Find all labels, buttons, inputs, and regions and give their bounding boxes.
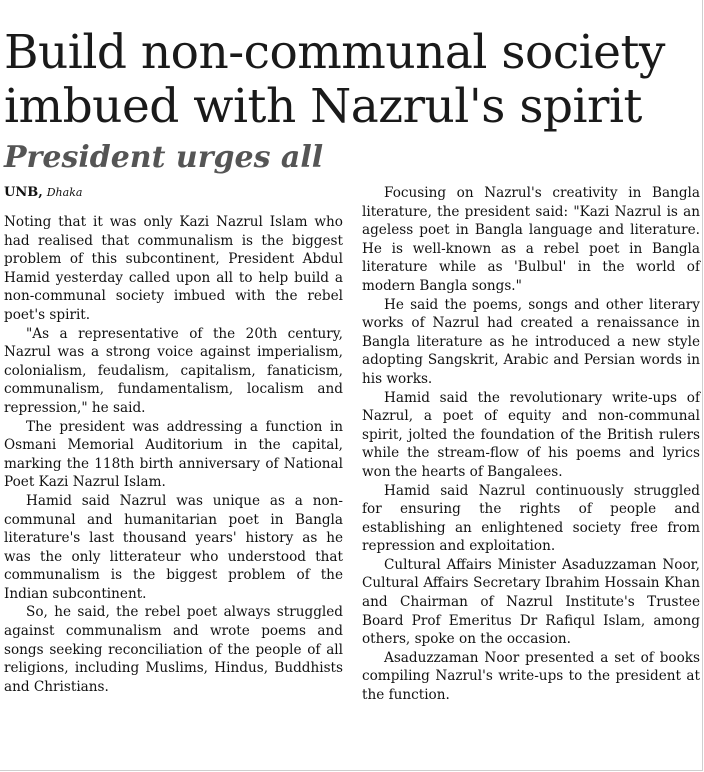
article-column-right [362, 184, 700, 705]
subheadline: President urges all [4, 140, 324, 175]
byline-agency: UNB, [4, 185, 43, 200]
article-paragraph: Asaduzzaman Noor presented a set of books compiling Nazrul's write-ups to the president at the function. [362, 649, 700, 704]
article-paragraph: Hamid said Nazrul was unique as a non-communal and humanitarian poet in Bangla literature's last thousand years' history as he was the only litterateur who understood that communalism is the biggest problem of the Indian subcontinent. [4, 492, 343, 602]
byline-location: Dhaka [46, 186, 83, 199]
article-paragraph: The president was addressing a function in Osmani Memorial Auditorium in the capital, marking the 118th birth anniversary of National Poet Kazi Nazrul Islam. [4, 418, 343, 491]
byline [4, 184, 343, 201]
article-paragraph: So, he said, the rebel poet always struggled against communalism and wrote poems and songs seeking reconciliation of the people of all religions, including Muslims, Hindus, Buddhists and Christians. [4, 604, 343, 695]
article-paragraph: Hamid said the revolutionary write-ups of Nazrul, a poet of equity and non-communal spirit, jolted the foundation of the British rulers while the stream-flow of his poems and lyrics won the hearts of Bangalees. [362, 389, 700, 480]
article-paragraph: Focusing on Nazrul's creativity in Bangla literature, the president said: "Kazi Nazrul is an ageless poet in Bangla language and literature. He is well-known as a rebel poet in Bangla literature while as 'Bulbul' in the world of modern Bangla songs." [362, 185, 700, 294]
article-paragraph: Hamid said Nazrul continuously struggled for ensuring the rights of people and establishing an enlightened society free from repression and exploitation. [362, 482, 700, 555]
article-paragraph: "As a representative of the 20th century, Nazrul was a strong voice against imperialism, colonialism, feudalism, capitalism, fanaticism, communalism, fundamentalism, localism and repression," he said. [4, 325, 343, 416]
article-paragraph: Noting that it was only Kazi Nazrul Islam who had realised that communalism is the biggest problem of this subcontinent, President Abdul Hamid yesterday called upon all to help build a non-communal society imbued with the rebel poet's spirit. [4, 214, 343, 323]
headline [4, 26, 702, 134]
headline-line-2: imbued with Nazrul's spirit [4, 79, 642, 134]
headline-line-1: Build non-communal society [4, 25, 665, 80]
article-paragraph: He said the poems, songs and other literary works of Nazrul had created a renaissance in Bangla literature as he introduced a new style adopting Sangskrit, Arabic and Persian words in his works. [362, 296, 700, 387]
article-paragraph: Cultural Affairs Minister Asaduzzaman Noor, Cultural Affairs Secretary Ibrahim Hossain Khan and Chairman of Nazrul Institute's Trustee Board Prof Emeritus Dr Rafiqul Islam, among others, spoke on the occasion. [362, 556, 700, 648]
article-column-left [4, 184, 343, 696]
